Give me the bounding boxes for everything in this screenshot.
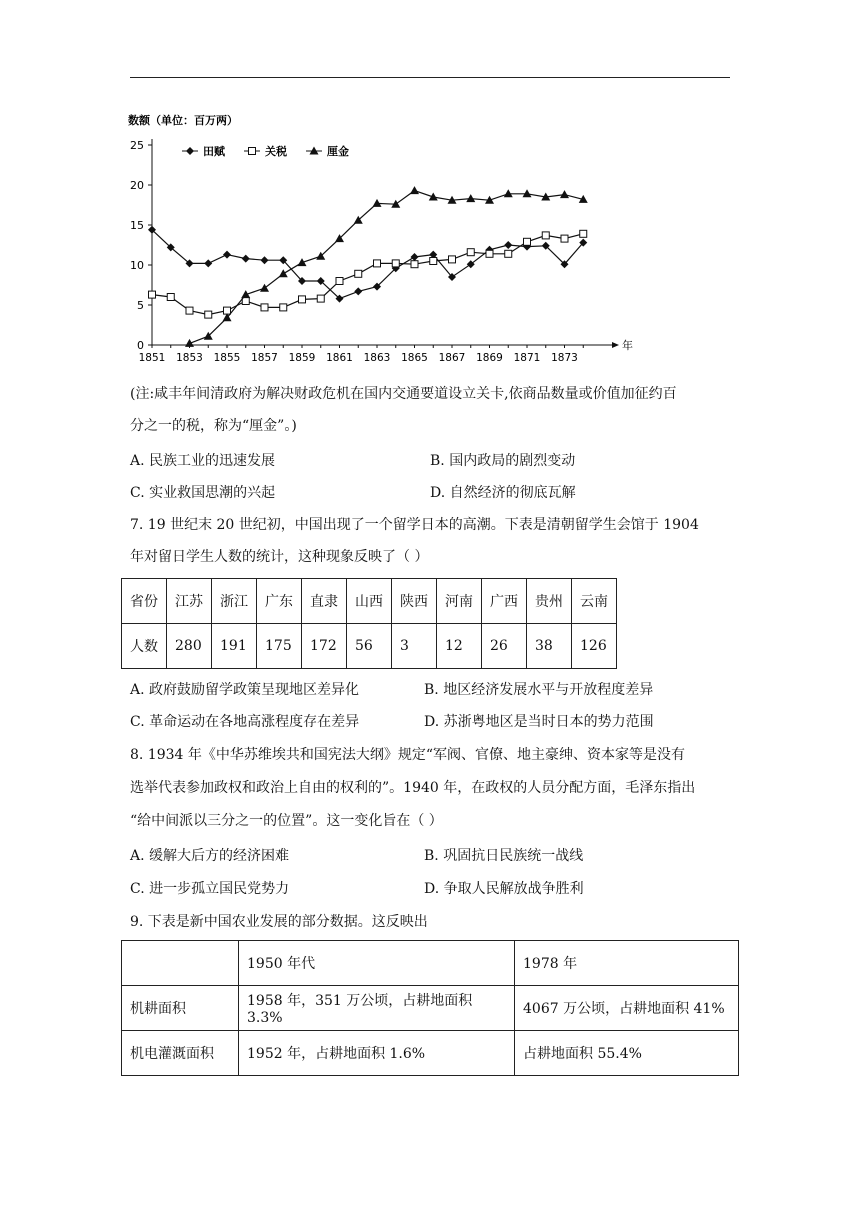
data-point-triangle <box>373 199 382 207</box>
series-line-diamond <box>152 230 583 299</box>
table-cell: 1952 年，占耕地面积 1.6% <box>239 1031 515 1076</box>
x-tick-label: 1871 <box>513 352 541 364</box>
x-tick-label: 1863 <box>363 352 391 364</box>
q7-table-count-row <box>122 624 617 669</box>
q9-table-row <box>122 1031 739 1076</box>
q7-table <box>121 578 617 669</box>
table-cell: 191 <box>212 624 257 669</box>
data-point-square <box>355 270 362 277</box>
data-point-triangle <box>466 194 475 202</box>
y-tick-label: 0 <box>137 339 144 352</box>
q9-table-row <box>122 986 739 1031</box>
table-cell <box>122 941 239 986</box>
x-tick-label: 1857 <box>251 352 278 364</box>
data-point-square <box>505 250 512 257</box>
q6-option-b: B. 国内政局的剧烈变动 <box>430 453 576 469</box>
data-point-diamond <box>261 256 269 264</box>
q8-option-b: B. 巩固抗日民族统一战线 <box>424 848 584 864</box>
table-cell: 3 <box>392 624 437 669</box>
data-point-diamond <box>223 251 231 259</box>
table-cell: 贵州 <box>527 579 572 624</box>
data-point-square <box>411 261 418 268</box>
table-cell: 机电灌溉面积 <box>122 1031 239 1076</box>
q8-stem-line-1: 8. 1934 年《中华苏维埃共和国宪法大纲》规定“军阀、官僚、地主豪绅、资本家等是没有 <box>130 747 686 763</box>
y-axis-title: 数额（单位：百万两） <box>128 114 238 127</box>
q8-option-a: A. 缓解大后方的经济困难 <box>130 848 290 864</box>
data-point-triangle <box>185 339 194 347</box>
q7-option-b: B. 地区经济发展水平与开放程度差异 <box>424 682 654 698</box>
q7-stem-line-2: 年对留日学生人数的统计，这种现象反映了（ ） <box>130 549 429 565</box>
table-cell: 机耕面积 <box>122 986 239 1031</box>
data-point-square <box>149 291 156 298</box>
table-cell: 280 <box>167 624 212 669</box>
q8-stem-line-3: “给中间派以三分之一的位置”。这一变化旨在（ ） <box>130 813 443 829</box>
data-point-triangle <box>260 284 269 292</box>
legend-label: 田赋 <box>203 145 225 158</box>
data-point-triangle <box>560 190 569 198</box>
q8-stem-line-2: 选举代表参加政权和政治上自由的权利的”。1940 年，在政权的人员分配方面，毛泽东指出 <box>130 780 696 796</box>
legend-label: 厘金 <box>327 145 349 158</box>
table-cell: 38 <box>527 624 572 669</box>
table-cell: 1950 年代 <box>239 941 515 986</box>
data-point-square <box>430 258 437 265</box>
legend-marker-diamond <box>186 147 194 155</box>
data-point-diamond <box>204 259 212 267</box>
data-point-diamond <box>354 287 362 295</box>
data-point-square <box>280 304 287 311</box>
q7-option-d: D. 苏浙粤地区是当时日本的势力范围 <box>424 714 654 730</box>
q7-option-a: A. 政府鼓励留学政策呈现地区差异化 <box>130 682 360 698</box>
table-cell: 河南 <box>437 579 482 624</box>
q9-table <box>121 940 739 1076</box>
data-point-diamond <box>242 255 250 263</box>
x-tick-label: 1855 <box>213 352 241 364</box>
data-point-square <box>167 294 174 301</box>
data-point-square <box>467 249 474 256</box>
data-point-square <box>186 307 193 314</box>
y-tick-label: 20 <box>130 179 144 192</box>
x-tick-label: 1861 <box>326 352 353 364</box>
legend-marker-square <box>249 148 256 155</box>
data-point-square <box>449 256 456 263</box>
x-tick-label: 1867 <box>438 352 466 364</box>
table-cell: 175 <box>257 624 302 669</box>
x-axis-arrow-icon <box>612 342 619 348</box>
table-cell: 172 <box>302 624 347 669</box>
table-cell: 浙江 <box>212 579 257 624</box>
table-cell: 1978 年 <box>515 941 739 986</box>
table-cell: 直隶 <box>302 579 347 624</box>
q7-stem-line-1: 7. 19 世纪末 20 世纪初，中国出现了一个留学日本的高潮。下表是清朝留学生会馆于 1904 <box>130 517 699 533</box>
y-tick-label: 5 <box>137 299 144 312</box>
data-point-triangle <box>279 269 288 277</box>
y-tick-label: 15 <box>130 219 144 232</box>
table-cell: 12 <box>437 624 482 669</box>
data-point-square <box>374 260 381 267</box>
data-point-square <box>317 295 324 302</box>
q6-option-c: C. 实业救国思潮的兴起 <box>130 485 276 501</box>
table-cell: 云南 <box>572 579 617 624</box>
chart-note-line-1: (注:咸丰年间清政府为解决财政危机在国内交通要道设立关卡,依商品数量或价值加征约百 <box>130 386 677 402</box>
q6-option-d: D. 自然经济的彻底瓦解 <box>430 485 576 501</box>
data-point-square <box>261 304 268 311</box>
table-cell: 4067 万公顷，占耕地面积 41% <box>515 986 739 1031</box>
x-axis-title: 年 <box>622 339 633 352</box>
table-cell: 26 <box>482 624 527 669</box>
data-point-square <box>205 311 212 318</box>
q9-table-header-row <box>122 941 739 986</box>
table-cell: 省份 <box>122 579 167 624</box>
y-tick-label: 10 <box>130 259 144 272</box>
data-point-square <box>580 230 587 237</box>
series-line-triangle <box>190 191 584 344</box>
data-point-square <box>224 307 231 314</box>
data-point-square <box>486 250 493 257</box>
data-point-diamond <box>411 253 419 261</box>
data-point-square <box>561 235 568 242</box>
data-point-square <box>542 232 549 239</box>
q9-stem: 9. 下表是新中国农业发展的部分数据。这反映出 <box>130 914 428 930</box>
table-cell: 江苏 <box>167 579 212 624</box>
table-cell: 1958 年，351 万公顷，占耕地面积 3.3% <box>239 986 515 1031</box>
q8-option-c: C. 进一步孤立国民党势力 <box>130 881 290 897</box>
table-cell: 126 <box>572 624 617 669</box>
data-point-square <box>336 278 343 285</box>
table-cell: 人数 <box>122 624 167 669</box>
x-tick-label: 1865 <box>401 352 428 364</box>
q7-table-province-row <box>122 579 617 624</box>
y-tick-label: 25 <box>130 139 144 152</box>
q8-option-d: D. 争取人民解放战争胜利 <box>424 881 584 897</box>
chart-note-line-2: 分之一的税，称为“厘金”。) <box>130 418 297 434</box>
x-tick-label: 1873 <box>551 352 578 364</box>
x-tick-label: 1859 <box>288 352 316 364</box>
data-point-square <box>392 260 399 267</box>
revenue-line-chart <box>120 108 640 370</box>
legend-label: 关税 <box>265 145 287 158</box>
table-cell: 山西 <box>347 579 392 624</box>
x-tick-label: 1851 <box>138 352 166 364</box>
table-cell: 广西 <box>482 579 527 624</box>
q7-option-c: C. 革命运动在各地高涨程度存在差异 <box>130 714 360 730</box>
table-cell: 陕西 <box>392 579 437 624</box>
data-point-diamond <box>504 241 512 249</box>
table-cell: 广东 <box>257 579 302 624</box>
q6-option-a: A. 民族工业的迅速发展 <box>130 453 276 469</box>
header-rule <box>130 77 730 78</box>
x-tick-label: 1869 <box>476 352 503 364</box>
table-cell: 56 <box>347 624 392 669</box>
table-cell: 占耕地面积 55.4% <box>515 1031 739 1076</box>
x-tick-label: 1853 <box>176 352 203 364</box>
data-point-square <box>524 238 531 245</box>
data-point-triangle <box>410 186 419 194</box>
data-point-square <box>299 296 306 303</box>
